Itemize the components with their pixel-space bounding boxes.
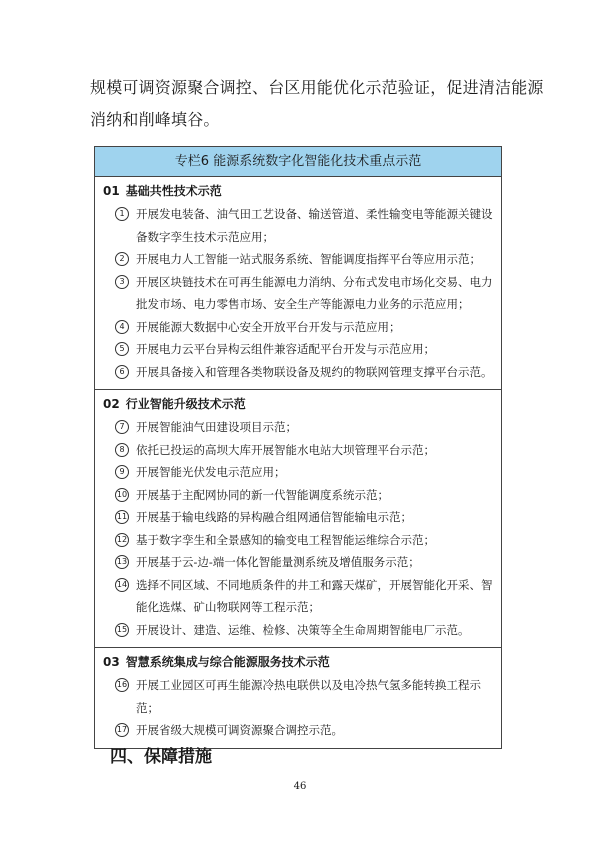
box-section	[95, 177, 501, 390]
list-item	[95, 203, 501, 248]
list-item	[95, 338, 501, 361]
item-text: 基于数字孪生和全景感知的输变电工程智能运维综合示范；	[136, 532, 435, 547]
list-item	[95, 271, 501, 316]
item-text: 开展能源大数据中心安全开放平台开发与示范应用；	[136, 319, 401, 334]
item-number-circle: 2	[115, 252, 129, 266]
item-text: 开展智能油气田建设项目示范；	[136, 420, 297, 434]
item-number-circle: 7	[115, 420, 129, 434]
list-item	[95, 506, 501, 529]
page-number: 46	[293, 781, 307, 792]
item-number-circle: 5	[115, 342, 129, 356]
intro-paragraph	[90, 72, 544, 136]
section-number: 03	[103, 655, 120, 669]
item-number-circle: 4	[115, 320, 129, 334]
section-number: 02	[103, 397, 120, 411]
item-number-circle: 17	[115, 723, 129, 737]
list-item	[95, 484, 501, 507]
section-title	[95, 179, 501, 203]
box-section	[95, 390, 501, 648]
item-text: 开展区块链技术在可再生能源电力消纳、分布式发电市场化交易、电力批发市场、电力零售市场、安全生产等能源电力业务的示范应用；	[136, 274, 493, 311]
section-title-text: 行业智能升级技术示范	[125, 397, 246, 411]
item-number-circle: 13	[115, 555, 129, 569]
box-title: 专栏6 能源系统数字化智能化技术重点示范	[95, 147, 501, 177]
item-text: 开展发电装备、油气田工艺设备、输送管道、柔性输变电等能源关键设备数字孪生技术示范应用；	[136, 207, 493, 244]
item-text: 开展基于云-边-端一体化智能量测系统及增值服务示范；	[136, 555, 420, 569]
item-text: 开展基于主配网协同的新一代智能调度系统示范；	[136, 487, 389, 502]
item-number-circle: 14	[115, 578, 129, 592]
list-item	[95, 416, 501, 439]
list-item	[95, 551, 501, 574]
item-number-circle: 3	[115, 275, 129, 289]
section-heading: 四、保障措施	[110, 747, 212, 767]
item-number-circle: 12	[115, 533, 129, 547]
list-item	[95, 361, 501, 384]
list-item	[95, 461, 501, 484]
item-number-circle: 8	[115, 443, 129, 457]
section-title	[95, 650, 501, 674]
intro-line-2: 消纳和削峰填谷。	[90, 110, 220, 129]
item-text: 开展设计、建造、运维、检修、决策等全生命周期智能电厂示范。	[136, 622, 470, 637]
item-number-circle: 11	[115, 510, 129, 524]
item-text: 开展工业园区可再生能源冷热电联供以及电冷热气氢多能转换工程示范；	[136, 678, 481, 715]
item-text: 选择不同区域、不同地质条件的井工和露天煤矿，开展智能化开采、智能化选煤、矿山物联网等工程示范；	[136, 577, 493, 614]
list-item	[95, 529, 501, 552]
intro-line-1: 规模可调资源聚合调控、台区用能优化示范验证，促进清洁能源	[90, 78, 544, 97]
section-number: 01	[103, 184, 120, 198]
item-text: 开展电力人工智能一站式服务系统、智能调度指挥平台等应用示范；	[136, 252, 481, 266]
item-text: 开展省级大规模可调资源聚合调控示范。	[136, 723, 343, 737]
item-number-circle: 15	[115, 623, 129, 637]
item-text: 依托已投运的高坝大库开展智能水电站大坝管理平台示范；	[136, 442, 435, 457]
list-item	[95, 439, 501, 462]
box-section	[95, 648, 501, 748]
box-sections	[95, 177, 501, 748]
section-title	[95, 392, 501, 416]
item-number-circle: 9	[115, 465, 129, 479]
section-title-text: 智慧系统集成与综合能源服务技术示范	[125, 655, 330, 669]
feature-box	[94, 146, 502, 749]
item-text: 开展基于输电线路的异构融合组网通信智能输电示范；	[136, 510, 412, 524]
list-item	[95, 316, 501, 339]
item-number-circle: 1	[115, 207, 129, 221]
item-text: 开展智能光伏发电示范应用；	[136, 465, 286, 479]
item-text: 开展电力云平台异构云组件兼容适配平台开发与示范应用；	[136, 342, 435, 356]
item-number-circle: 6	[115, 365, 129, 379]
item-number-circle: 10	[115, 488, 129, 502]
list-item	[95, 674, 501, 719]
item-number-circle: 16	[115, 678, 129, 692]
item-text: 开展具备接入和管理各类物联设备及规约的物联网管理支撑平台示范。	[136, 364, 493, 379]
list-item	[95, 719, 501, 742]
list-item	[95, 574, 501, 619]
list-item	[95, 619, 501, 642]
section-title-text: 基础共性技术示范	[125, 184, 222, 198]
list-item	[95, 248, 501, 271]
